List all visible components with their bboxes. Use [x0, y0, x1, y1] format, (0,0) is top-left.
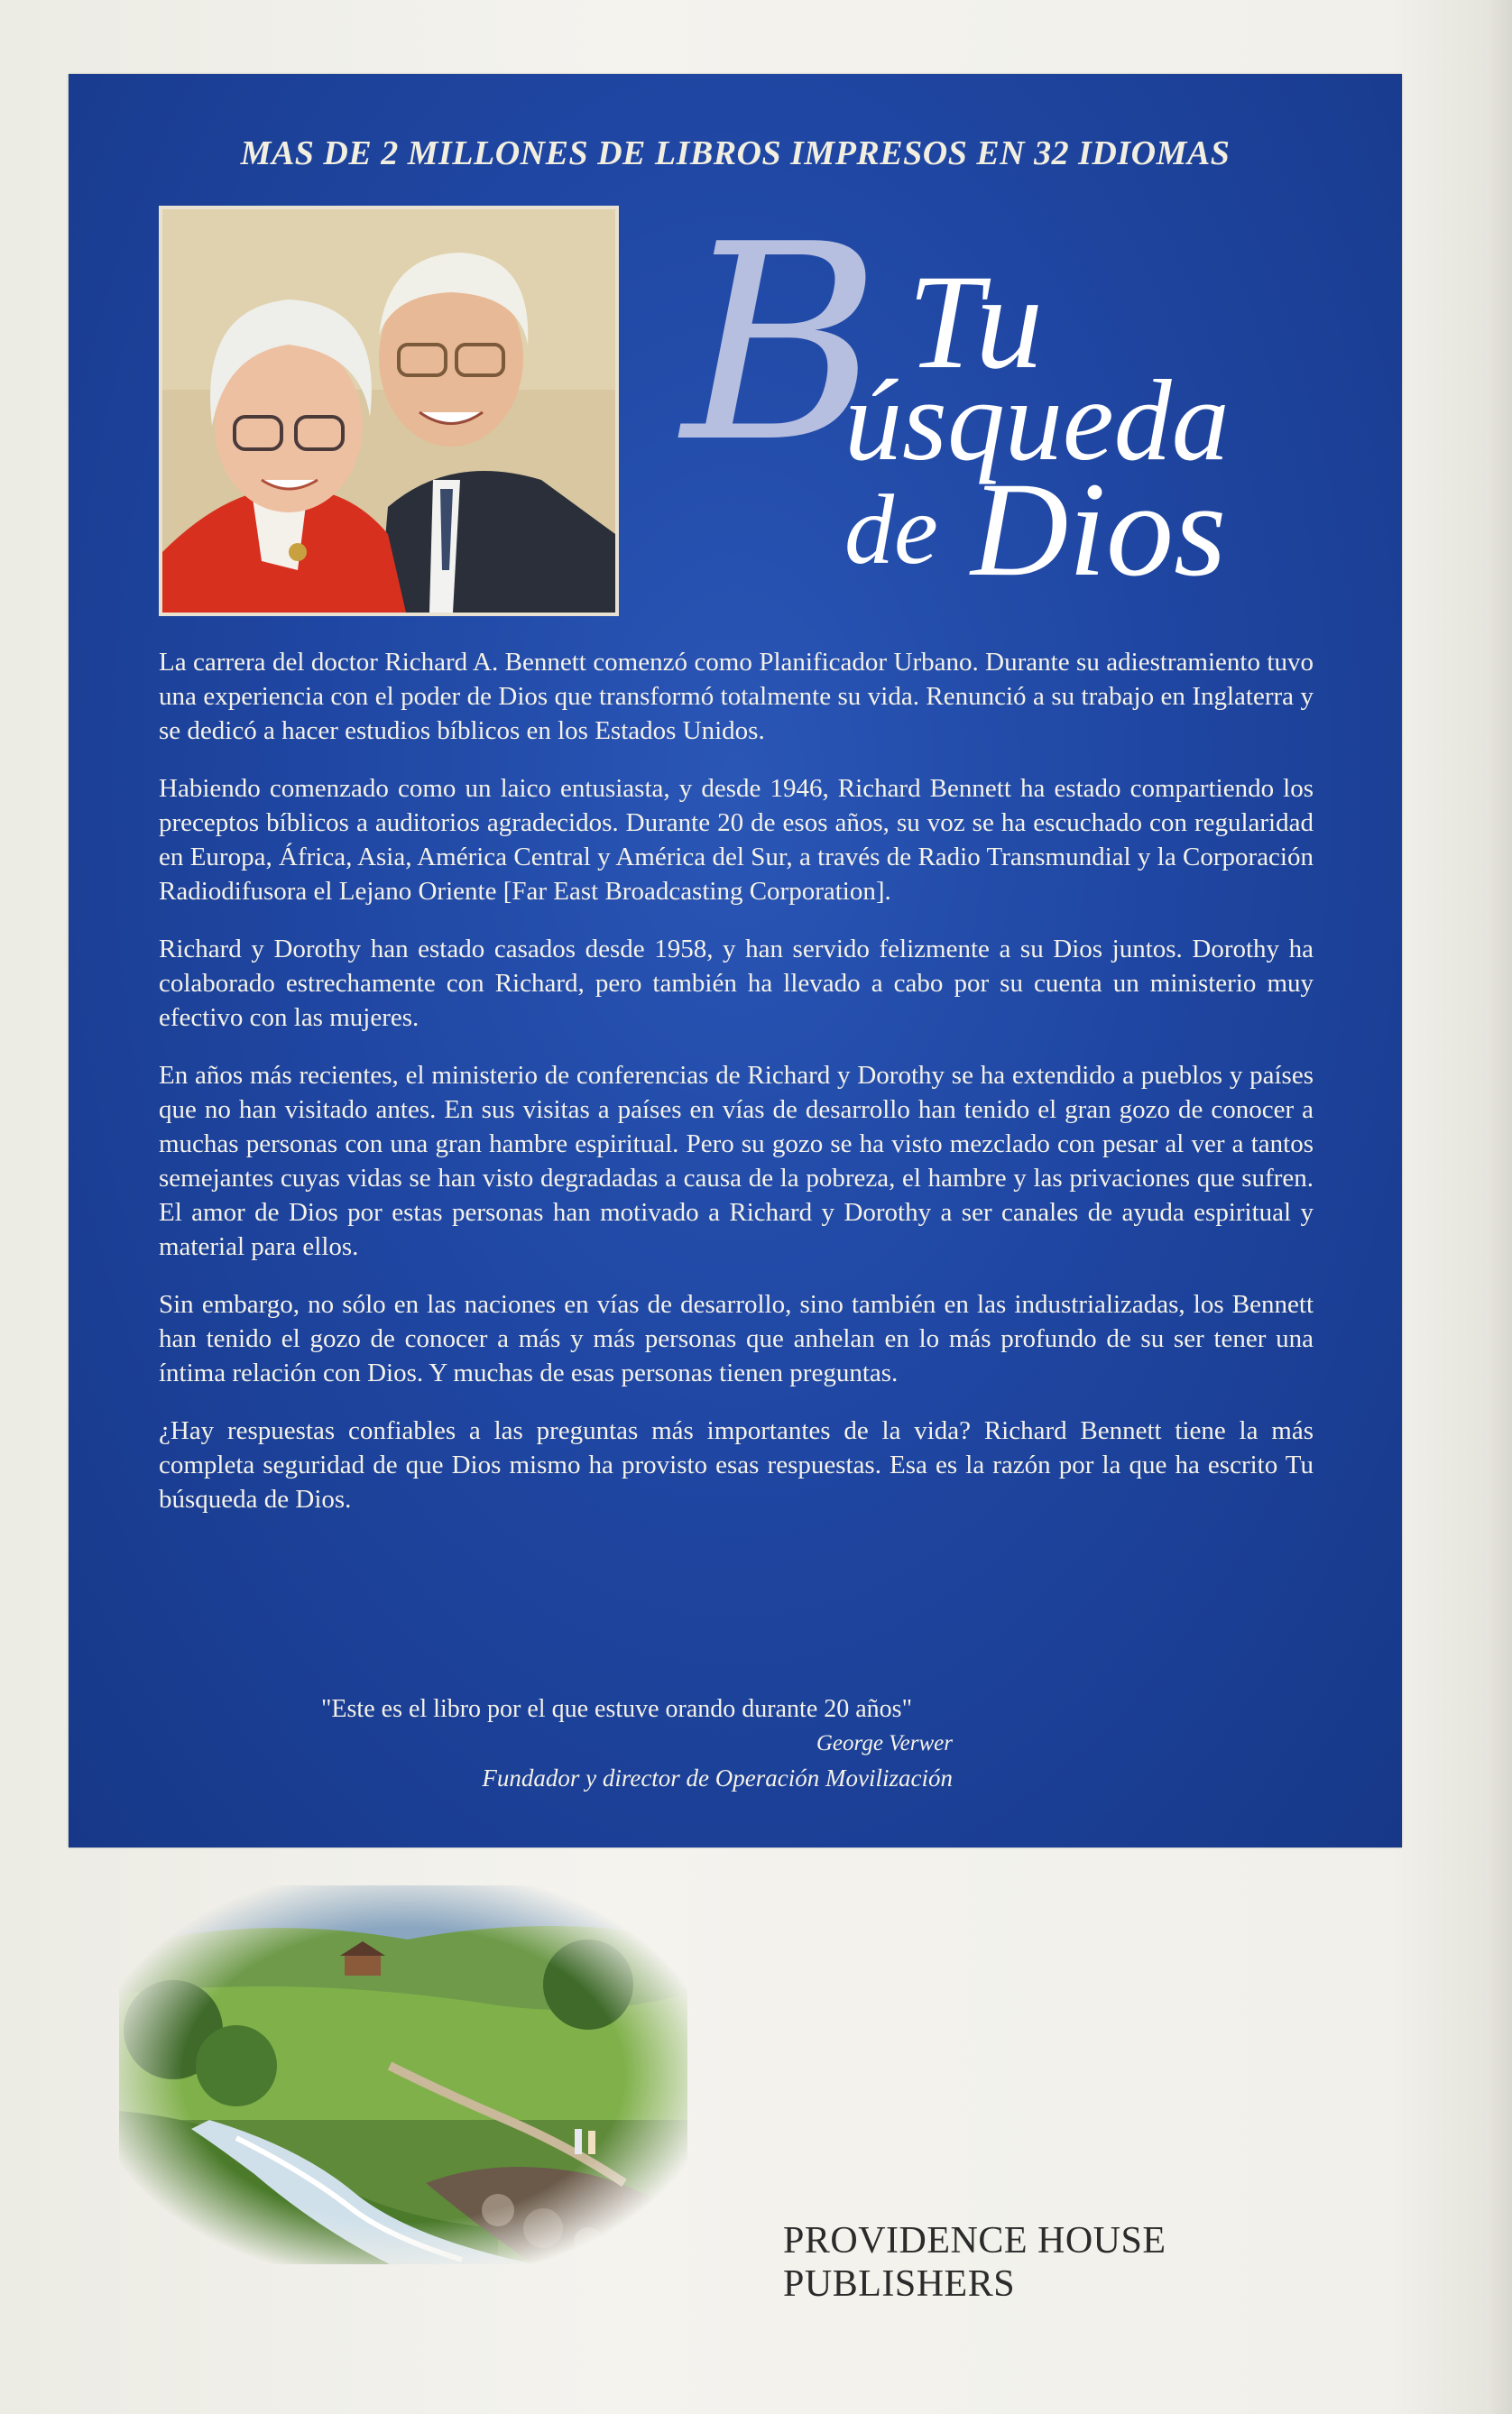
title-big-letter: B — [682, 187, 881, 502]
landscape-photo — [119, 1885, 687, 2264]
bio-paragraph-3: Richard y Dorothy han estado casados desde 1958, y han servido felizmente a su Dios juntos. Dorothy ha colaborado estrechamente con Richard, pero también ha llevado a cabo por su cuenta un ministerio muy efectivo con las mujeres. — [159, 935, 1314, 1032]
title-dios: Dios — [971, 455, 1227, 604]
title-tu: Tu — [908, 247, 1044, 397]
publisher-name: PROVIDENCE HOUSE PUBLISHERS — [783, 2220, 1166, 2305]
bio-paragraph-4: En años más recientes, el ministerio de conferencias de Richard y Dorothy se ha extendido a pueblos y países que no han visitado antes. En sus visitas a países en vías de desarrollo han tenido el gran gozo de conocer a muchas personas con una gran hambre espiritual. Pero su gozo se ha visto mezclado con pesar al ver a tantos semejantes cuyas vidas se han visto degradadas a causa de la pobreza, el hambre y las privaciones que sufren. El amor de Dios por estas personas han motivado a Richard y Dorothy a ser canales de ayuda espiritual y material para ellos. — [159, 1061, 1314, 1261]
bio-paragraph-6: ¿Hay respuestas confiables a las preguntas más importantes de la vida? Richard Bennett tiene la más completa seguridad de que Dios mismo ha provisto esas respuestas. Esa es la razón por la que ha escrito Tu búsqueda de Dios. — [159, 1416, 1314, 1514]
endorsement-text — [159, 1692, 1314, 1795]
mountain-stream-illustration — [119, 1885, 687, 2264]
bio-paragraph-5: Sin embargo, no sólo en las naciones en vías de desarrollo, sino también en las industrializadas, los Bennett han tenido el gozo de conocer a más y más personas que anhelan en lo más profundo de su ser tener una íntima relación con Dios. Y muchas de esas personas tienen preguntas. — [159, 1290, 1314, 1387]
endorsement-author: George Verwer — [816, 1731, 953, 1755]
endorsement-quote: "Este es el libro por el que estuve orando durante 20 años" — [321, 1695, 913, 1723]
tagline: MAS DE 2 MILLONES DE LIBROS IMPRESOS EN 32 IDIOMAS — [240, 134, 1231, 172]
title-busqueda: úsqueda — [844, 356, 1230, 484]
blue-cover-panel — [69, 74, 1402, 1847]
author-photo — [159, 206, 619, 616]
couple-photo-illustration — [162, 209, 615, 613]
title-de: de — [844, 475, 938, 585]
bio-paragraph-1: La carrera del doctor Richard A. Bennett comenzó como Planificador Urbano. Durante su adiestramiento tuvo una experiencia con el poder de Dios que transformó totalmente su vida. Renunció a su trabajo en Inglaterra y se dedicó a hacer estudios bíblicos en los Estados Unidos. — [159, 648, 1314, 745]
book-title — [664, 187, 1404, 651]
endorsement-role: Fundador y director de Operación Movilización — [482, 1764, 953, 1792]
bio-paragraph-2: Habiendo comenzado como un laico entusiasta, y desde 1946, Richard Bennett ha estado compartiendo los preceptos bíblicos a auditorios agradecidos. Durante 20 de esos años, su voz se ha escuchado con regularidad en Europa, África, Asia, América Central y América del Sur, a través de Radio Transmundial y la Corporación Radiodifusora el Lejano Oriente [Far East Broadcasting Corporation]. — [159, 774, 1314, 906]
author-biography — [159, 645, 1314, 1540]
book-spine-edge — [1487, 0, 1512, 2414]
